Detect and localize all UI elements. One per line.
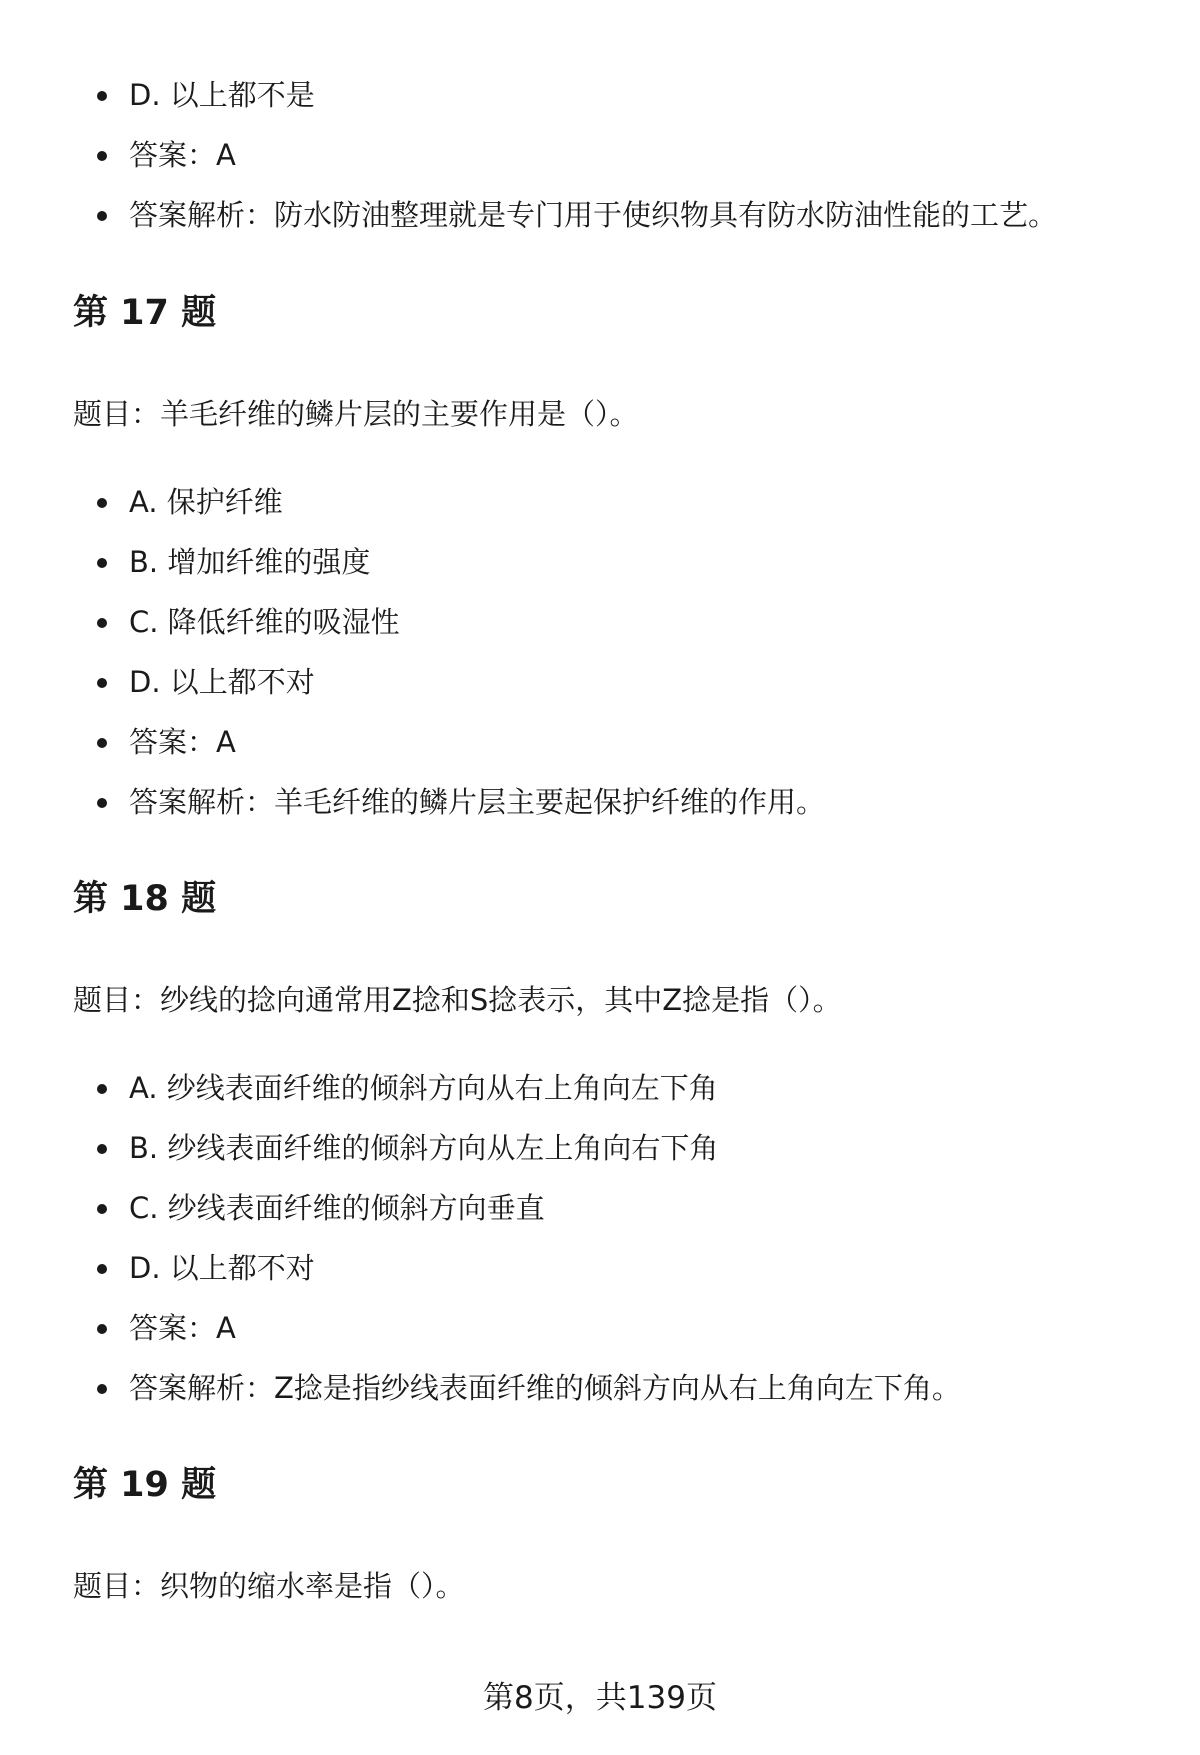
question-text: 题目：羊毛纤维的鳞片层的主要作用是（）。: [73, 397, 639, 431]
list-item: C. 降低纤维的吸湿性: [0, 592, 1200, 652]
list-item: 答案：A: [0, 712, 1200, 772]
list-item: B. 增加纤维的强度: [0, 532, 1200, 592]
question-heading: 第 17 题: [73, 293, 217, 333]
q16-list: [0, 65, 1200, 245]
list-item: B. 纱线表面纤维的倾斜方向从左上角向右下角: [0, 1118, 1200, 1178]
page-footer: 第8页，共139页: [483, 1680, 717, 1716]
list-item: C. 纱线表面纤维的倾斜方向垂直: [0, 1178, 1200, 1238]
q17-list: [0, 472, 1200, 832]
list-item: 答案：A: [0, 1298, 1200, 1358]
question-heading: 第 18 题: [73, 879, 217, 919]
question-text: 题目：织物的缩水率是指（）。: [73, 1569, 465, 1603]
list-item: A. 纱线表面纤维的倾斜方向从右上角向左下角: [0, 1058, 1200, 1118]
list-item: A. 保护纤维: [0, 472, 1200, 532]
list-item: D. 以上都不对: [0, 652, 1200, 712]
list-item: 答案解析：防水防油整理就是专门用于使织物具有防水防油性能的工艺。: [0, 185, 1200, 245]
list-item: D. 以上都不是: [0, 65, 1200, 125]
question-text: 题目：纱线的捻向通常用Z捻和S捻表示，其中Z捻是指（）。: [73, 983, 842, 1017]
question-heading: 第 19 题: [73, 1465, 217, 1505]
list-item: 答案解析：羊毛纤维的鳞片层主要起保护纤维的作用。: [0, 772, 1200, 832]
list-item: 答案解析：Z捻是指纱线表面纤维的倾斜方向从右上角向左下角。: [0, 1358, 1200, 1418]
list-item: D. 以上都不对: [0, 1238, 1200, 1298]
q18-list: [0, 1058, 1200, 1418]
list-item: 答案：A: [0, 125, 1200, 185]
